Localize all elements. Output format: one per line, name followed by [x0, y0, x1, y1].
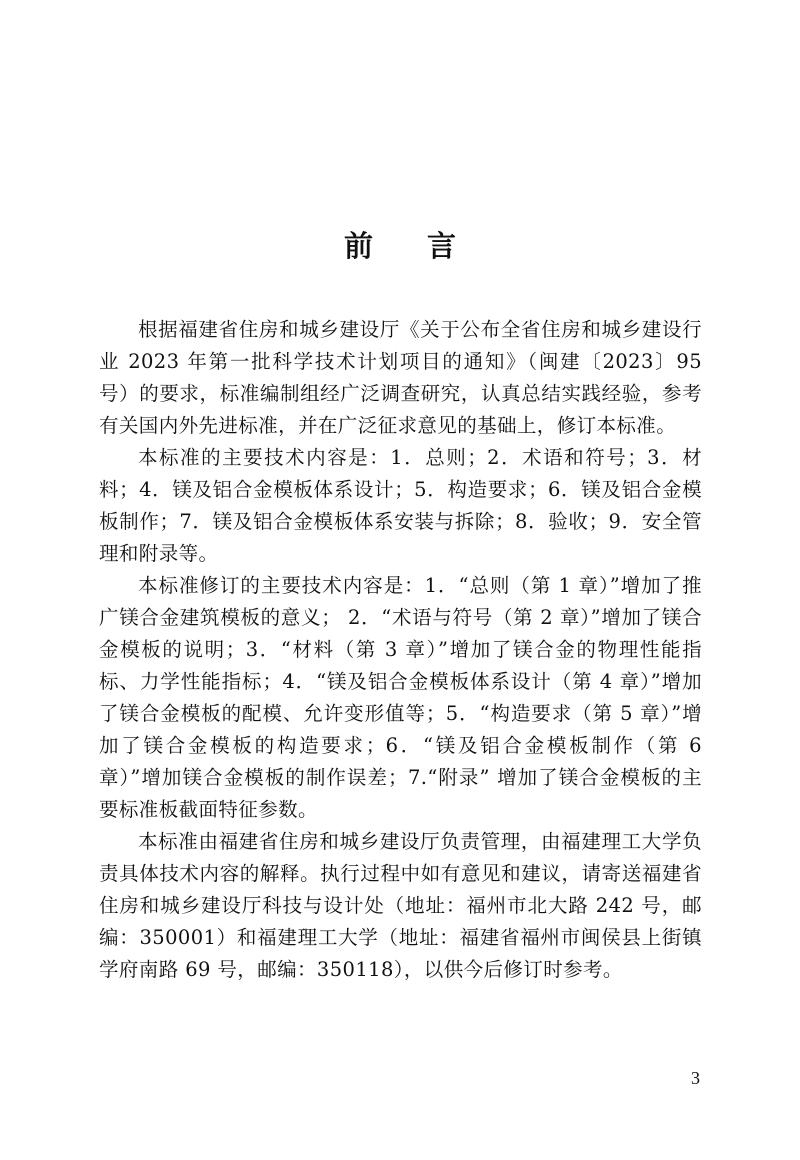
body-text: [99, 314, 702, 986]
paragraph-management: 本标准由福建省住房和城乡建设厅负责管理，由福建理工大学负责具体技术内容的解释。执行过程中如有意见和建议，请寄送福建省住房和城乡建设厅科技与设计处（地址：福州市北大路 242 号，邮编：350001）和福建理工大学（地址：福建省福州市闽侯县上街镇学府南路 69 号，邮编：350118），以供今后修订时参考。: [99, 830, 702, 981]
paragraph-basis: 根据福建省住房和城乡建设厅《关于公布全省住房和城乡建设行业 2023 年第一批科学技术计划项目的通知》（闽建〔2023〕95 号）的要求，标准编制组经广泛调查研究，认真总结实践经验，参考有关国内外先进标准，并在广泛征求意见的基础上，修订本标准。: [99, 318, 702, 437]
page-title: 前言: [343, 229, 510, 263]
paragraph-revision-content: 本标准修订的主要技术内容是：1．“总则（第 1 章）”增加了推广镁合金建筑模板的意义； 2．“术语与符号（第 2 章）”增加了镁合金模板的说明；3．“材料（第 3 章）”增加了镁合金的物理性能指标、力学性能指标；4．“镁及铝合金模板体系设计（第 4 章）”增加了镁合金模板的配模、允许变形值等；5．“构造要求（第 5 章）”增加了镁合金模板的构造要求；6．“镁及铝合金模板制作（第 6 章）”增加镁合金模板的制作误差；7.“附录” 增加了镁合金模板的主要标准板截面特征参数。: [99, 574, 702, 821]
page-number: 3: [691, 1068, 700, 1088]
paragraph-main-content: 本标准的主要技术内容是：1．总则；2．术语和符号；3．材料；4．镁及铝合金模板体系设计；5．构造要求；6．镁及铝合金模板制作；7．镁及铝合金模板体系安装与拆除；8．验收；9．安全管理和附录等。: [99, 446, 702, 565]
